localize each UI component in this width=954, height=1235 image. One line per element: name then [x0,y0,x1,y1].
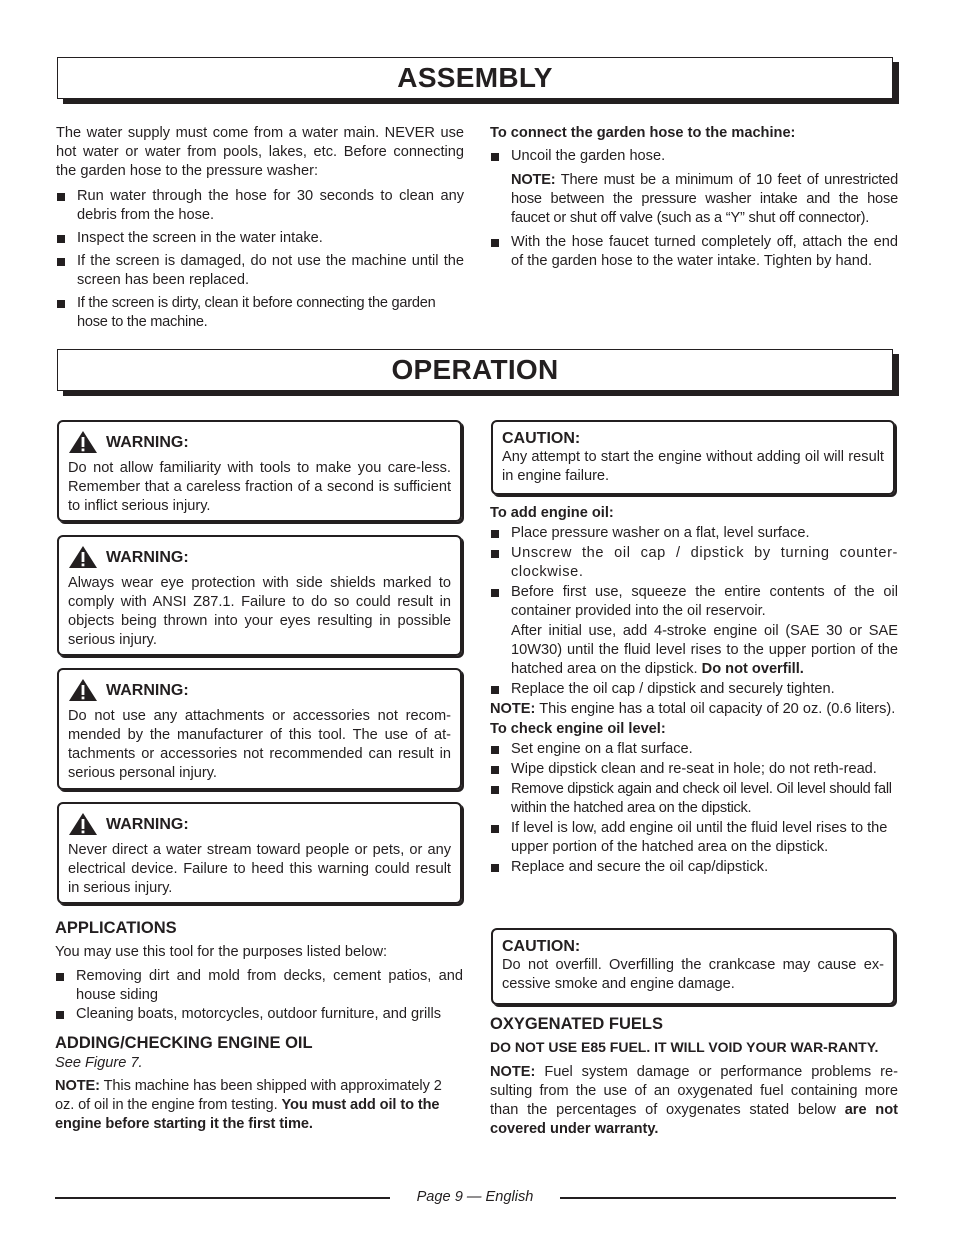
list-item: Removing dirt and mold from decks, cement patios, and house siding [55,967,463,1005]
list-item: Inspect the screen in the water intake. [56,229,464,248]
oil-note [55,1077,463,1134]
warning-label: WARNING: [106,681,189,699]
list-item: Place pressure washer on a flat, level surface. [490,524,898,543]
add-oil-continued [490,622,898,679]
warning-label: WARNING: [106,433,189,451]
list-item: Replace the oil cap / dipstick and securely tighten. [490,680,898,699]
warning-header [68,430,451,454]
caution-text: Do not overfill. Overfilling the crankcase may cause ex-cessive smoke and engine damage. [502,957,884,992]
note-text: This machine has been shipped with approximately 2 oz. of oil in the engine from testing. [55,1078,442,1113]
note-bold: are not covered under warranty. [490,1102,898,1137]
warning-triangle-icon [68,430,98,454]
caution-text: Any attempt to start the engine without adding oil will result in engine failure. [502,449,884,484]
add-oil-continued-text: After initial use, add 4-stroke engine oil (SAE 30 or SAE 10W30) until the fluid level rises to the upper portion of the hatched area on the dipstick. [511,623,898,677]
footer-rule-right [560,1197,896,1199]
list-item: Run water through the hose for 30 seconds to clean any debris from the hose. [56,187,464,225]
engine-oil-heading: ADDING/CHECKING ENGINE OIL [55,1034,313,1052]
warning-box [57,420,462,522]
list-item: If the screen is dirty, clean it before connecting the garden hose to the machine. [56,294,464,332]
oxygenated-fuels-section [490,1014,898,1139]
note-text: There must be a minimum of 10 feet of unrestricted hose between the pressure washer intake and the hose faucet or shut off valve (such as a “Y” shut off connector). [511,172,898,226]
warning-triangle-icon [68,545,98,569]
note-text: Fuel system damage or performance problems re-sulting from the use of an oxygenated fuel containing more than the percentages of oxygenates stated below [490,1064,898,1118]
do-not-overfill: Do not overfill. [701,661,804,677]
hose-note [490,171,898,228]
caution-box [491,928,895,1005]
list-item: If the screen is damaged, do not use the machine until the screen has been replaced. [56,252,464,290]
note-text: This engine has a total oil capacity of 20 oz. (0.6 liters). [535,701,896,717]
list-item: Replace and secure the oil cap/dipstick. [490,858,898,877]
list-item: Uncoil the garden hose. [490,147,898,166]
e85-warning: DO NOT USE E85 FUEL. IT WILL VOID YOUR WAR-RANTY. [490,1039,879,1055]
footer-rule-left [55,1197,390,1199]
applications-intro: You may use this tool for the purposes listed below: [55,944,388,960]
list-item: Wipe dipstick clean and re-seat in hole; do not reth-read. [490,760,898,779]
list-item: Remove dipstick again and check oil level. Oil level should fall within the hatched area on the dipstick. [490,780,898,818]
list-item: Before first use, squeeze the entire contents of the oil container provided into the oil reservoir. [490,583,898,621]
caution-label: CAUTION: [502,430,581,447]
warning-text: Never direct a water stream toward people or pets, or any electrical device. Failure to heed this warning could result in serious injury. [68,842,451,896]
warning-label: WARNING: [106,548,189,566]
warning-box [57,668,462,790]
assembly-left-column [56,124,464,332]
assembly-intro: The water supply must come from a water main. NEVER use hot water or water from pools, lakes, etc. Before connecting the garden hose to the pressure washer: [56,125,464,179]
oxygenated-fuels-heading: OXYGENATED FUELS [490,1015,663,1033]
page-footer: Page 9 — English [416,1189,534,1205]
list-item: Cleaning boats, motorcycles, outdoor furniture, and grills [55,1005,463,1024]
caution-label: CAUTION: [502,938,581,955]
oil-instructions [490,504,898,877]
warning-triangle-icon [68,812,98,836]
fuel-note [490,1063,898,1139]
list-item: With the hose faucet turned completely off, attach the end of the garden hose to the water intake. Tighten by hand. [490,233,898,271]
warning-header [68,545,451,569]
warning-box [57,535,462,656]
warning-label: WARNING: [106,815,189,833]
note-label: NOTE: [490,1064,536,1080]
see-figure: See Figure 7. [55,1055,143,1071]
warning-header [68,678,451,702]
warning-box [57,802,462,904]
list-item: Set engine on a flat surface. [490,740,898,759]
oil-capacity-note [490,700,898,719]
warning-triangle-icon [68,678,98,702]
list-item: If level is low, add engine oil until the fluid level rises to the upper portion of the hatched area on the dipstick. [490,819,898,857]
list-item: Unscrew the oil cap / dipstick by turning counter-clockwise. [490,544,898,582]
note-label: NOTE: [490,701,536,717]
note-label: NOTE: [55,1078,100,1094]
warning-text: Always wear eye protection with side shields marked to comply with ANSI Z87.1. Failure to do so could result in objects being thrown into your eyes resulting in possible serious injury. [68,575,451,648]
caution-box [491,420,895,495]
applications-heading: APPLICATIONS [55,919,177,937]
hose-connect-heading: To connect the garden hose to the machine: [490,125,796,141]
assembly-title: ASSEMBLY [57,57,893,99]
check-oil-heading: To check engine oil level: [490,721,666,737]
note-label: NOTE: [511,172,556,188]
warning-text: Do not allow familiarity with tools to make you care-less. Remember that a careless fraction of a second is sufficient to inflict serious injury. [68,460,451,514]
warning-text: Do not use any attachments or accessories not recom-mended by the manufacturer of this tool. The use of at-tachments or accessories not recommended can result in serious personal injury. [68,708,451,781]
warning-header [68,812,451,836]
assembly-right-column [490,124,898,271]
note-bold: You must add oil to the engine before starting it the first time. [55,1097,440,1132]
add-oil-heading: To add engine oil: [490,505,614,521]
operation-title: OPERATION [57,349,893,391]
applications-section [55,918,463,1134]
